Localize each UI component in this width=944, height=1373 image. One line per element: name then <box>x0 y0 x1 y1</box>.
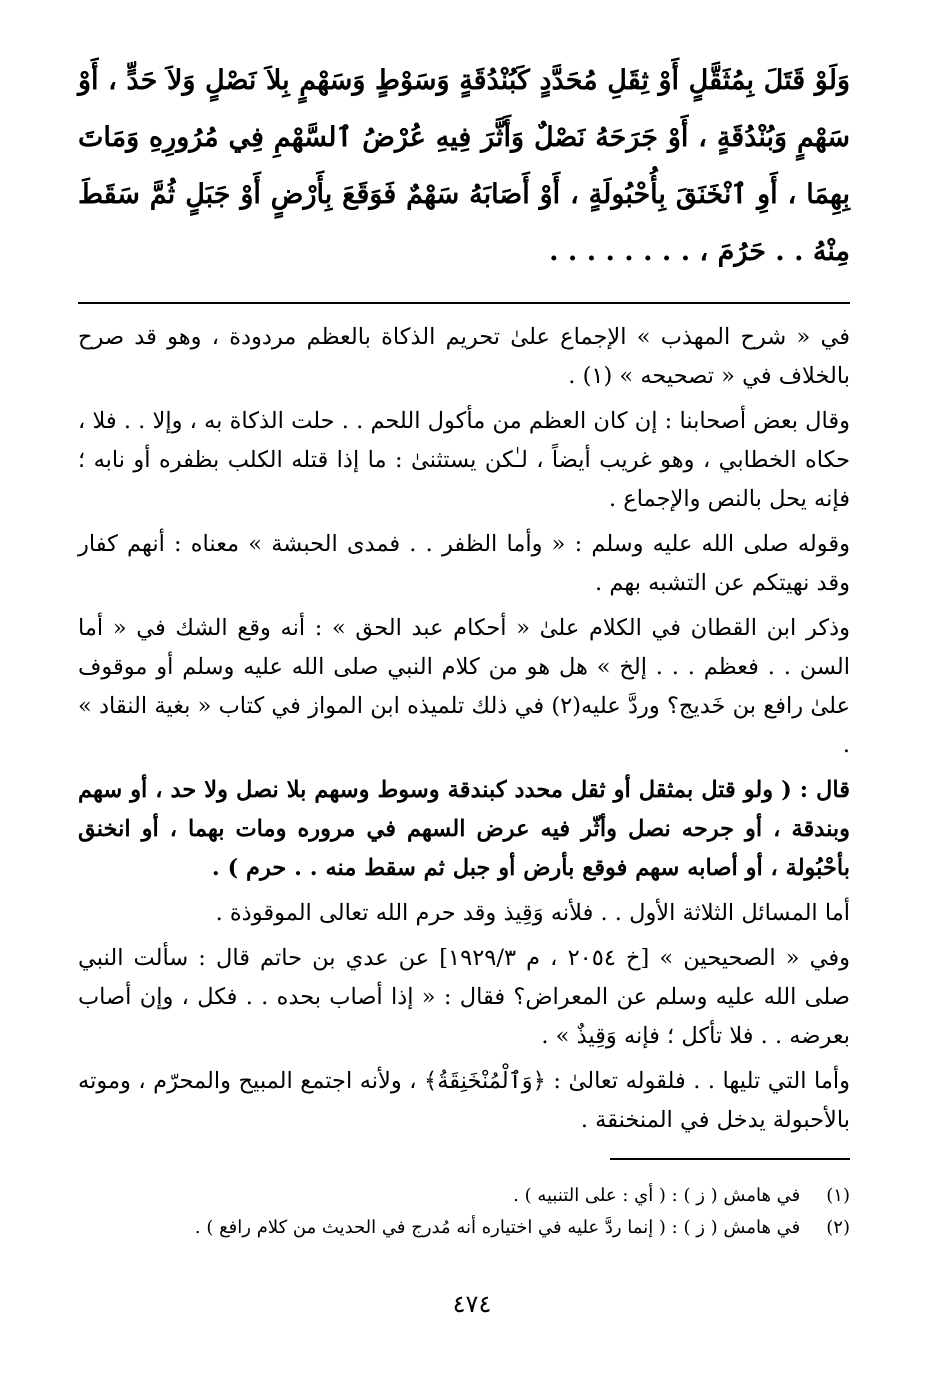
paragraph: وذكر ابن القطان في الكلام علىٰ « أحكام عبد الحق » : أنه وقع الشك في « أما السن . . فعظم . . . إلخ » هل هو من كلام النبي صلى الله عليه وسلم أو موقوف علىٰ رافع بن خَديج؟ وردَّ عليه(٢) في ذلك تلميذه ابن المواز في كتاب « بغية النقاد » . <box>78 615 851 758</box>
paragraph: وفي « الصحيحين » [خ ٢٠٥٤ ، م ١٩٢٩/٣] عن عدي بن حاتم قال : سألت النبي صلى الله عليه وسلم عن المعراض؟ فقال : « إذا أصاب بحده . . فكل ، وإن أصاب بعرضه . . فلا تأكل ؛ فإنه وَقِيذٌ » . <box>78 945 851 1049</box>
paragraph: في « شرح المهذب » الإجماع علىٰ تحريم الذكاة بالعظم مردودة ، وهو قد صرح بالخلاف في « تصحيحه » (١) . <box>78 324 850 389</box>
footnote-item <box>78 1180 850 1212</box>
footnotes <box>78 1180 850 1244</box>
footnote-item <box>78 1212 850 1244</box>
footnote-text: في هامش ( ز ) : ( إنما ردَّ عليه في اختياره أنه مُدرج في الحديث من كلام رافع ) . <box>194 1217 801 1238</box>
paragraph: أما المسائل الثلاثة الأول . . فلأنه وَقِيذ وقد حرم الله تعالى الموقوذة . <box>215 900 850 926</box>
matn-divider <box>78 302 850 304</box>
matn-text: وَلَوْ قَتَلَ بِمُثَقَّلٍ أَوْ ثِقَلِ مُحَدَّدٍ كَبُنْدُقَةٍ وَسَوْطٍ وَسَهْمٍ بِلاَ نَصْلٍ وَلاَ حَدٍّ ، أَوْ سَهْمٍ وَبُنْدُقَةٍ ، أَوْ جَرَحَهُ نَصْلٌ وَأَثَّرَ فِيهِ عُرْضُ ٱلسَّهْمِ فِي مُرُورِهِ وَمَاتَ بِهِمَا ، أَوِ ٱنْخَنَقَ بِأُحْبُولَةٍ ، أَوْ أَصَابَهُ سَهْمٌ فَوَقَعَ بِأَرْضٍ أَوْ جَبَلٍ ثُمَّ سَقَطَ مِنْهُ . . حَرُمَ ، . . . . . . . . <box>78 65 850 267</box>
footnote-number: (١) <box>826 1185 850 1206</box>
paragraph: وقوله صلى الله عليه وسلم : « وأما الظفر . . فمدى الحبشة » معناه : أنهم كفار وقد نهيتكم عن التشبه بهم . <box>78 531 850 596</box>
page-number: ٤٧٤ <box>452 1290 492 1318</box>
page-body <box>78 52 850 1146</box>
quoted-matn-paragraph: قال : ( ولو قتل بمثقل أو ثقل محدد كبندقة وسوط وسهم بلا نصل ولا حد ، أو سهم وبندقة ، أو جرحه نصل وأثّر فيه عرض السهم في مروره ومات بهما ، أو انخنق بأحْبُولة ، أو أصابه سهم فوقع بأرض أو جبل ثم سقط منه . . حرم ) . <box>78 777 850 881</box>
footnote-divider <box>610 1158 850 1160</box>
footnote-text: في هامش ( ز ) : ( أي : على التنبيه ) . <box>513 1185 801 1206</box>
footnote-number: (٢) <box>826 1217 850 1238</box>
commentary <box>78 318 850 1140</box>
paragraph: وأما التي تليها . . فلقوله تعالىٰ : ﴿وَٱلْمُنْخَنِقَةُ﴾ ، ولأنه اجتمع المبيح والمحرّم ، وموته بالأحبولة يدخل في المنخنقة . <box>78 1068 850 1133</box>
paragraph: وقال بعض أصحابنا : إن كان العظم من مأكول اللحم . . حلت الذكاة به ، وإلا . . فلا ، حكاه الخطابي ، وهو غريب أيضاً ، لـٰكن يستثنىٰ : ما إذا قتله الكلب بظفره أو نابه ؛ فإنه يحل بالنص والإجماع . <box>78 408 850 512</box>
